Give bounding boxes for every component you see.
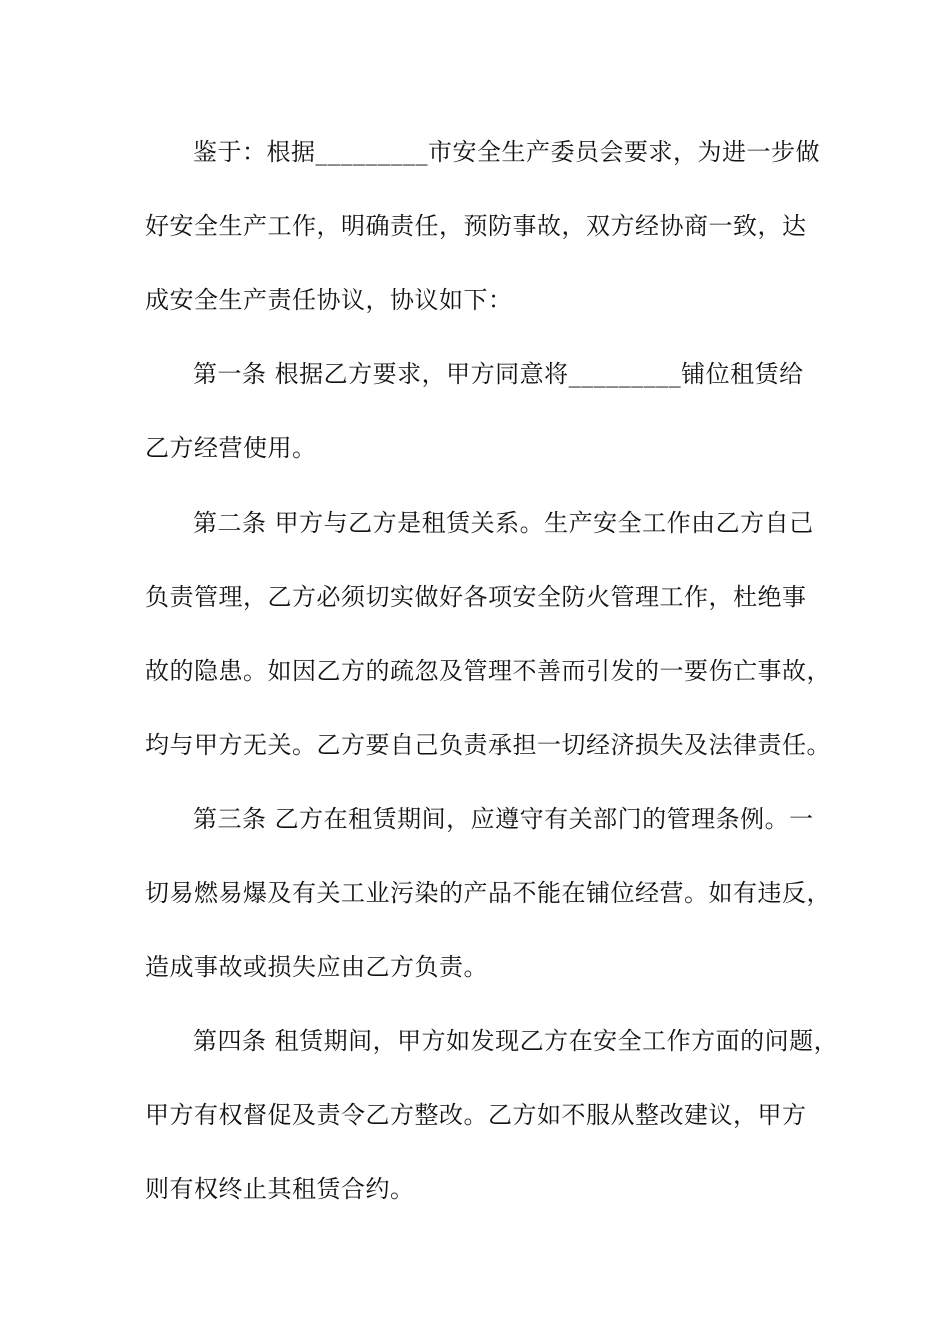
preamble-line-1: 鉴于：根据_________市安全生产委员会要求，为进一步做 [193,138,820,166]
article-4-line-3: 则有权终止其租赁合约。 [145,1175,415,1203]
article-2-line-4: 均与甲方无关。乙方要自己负责承担一切经济损失及法律责任。 [145,731,831,759]
article-4-line-2: 甲方有权督促及责令乙方整改。乙方如不服从整改建议，甲方 [145,1101,807,1129]
article-1-line-2: 乙方经营使用。 [145,434,317,462]
article-3-line-2: 切易燃易爆及有关工业污染的产品不能在铺位经营。如有违反， [145,879,831,907]
preamble-line-3: 成安全生产责任协议，协议如下： [145,286,513,314]
article-3-line-1: 第三条 乙方在租赁期间，应遵守有关部门的管理条例。一 [193,805,814,833]
article-3-line-3: 造成事故或损失应由乙方负责。 [145,953,488,981]
article-4-line-1: 第四条 租赁期间，甲方如发现乙方在安全工作方面的问题， [193,1027,839,1055]
preamble-line-2: 好安全生产工作，明确责任，预防事故，双方经协商一致，达 [145,212,807,240]
article-2-line-2: 负责管理，乙方必须切实做好各项安全防火管理工作，杜绝事 [145,583,807,611]
article-2-line-3: 故的隐患。如因乙方的疏忽及管理不善而引发的一要伤亡事故， [145,657,831,685]
article-2-line-1: 第二条 甲方与乙方是租赁关系。生产安全工作由乙方自己 [193,509,814,537]
article-1-line-1: 第一条 根据乙方要求，甲方同意将_________铺位租赁给 [193,360,804,388]
